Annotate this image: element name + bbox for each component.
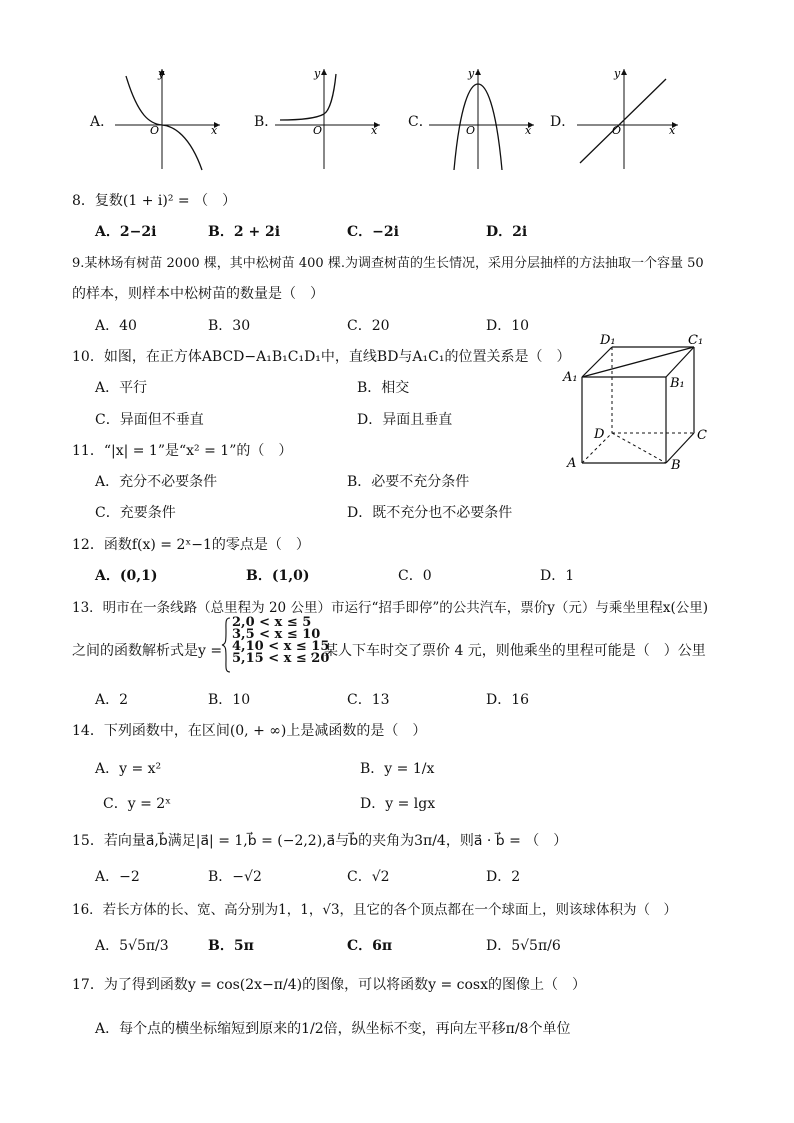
cube-label-b1: B₁ [670,376,685,391]
q15-option-d: D．2 [486,869,521,885]
q10-option-a: A．平行 [95,380,148,396]
q13-option-a: A．2 [95,692,129,708]
q13-case-3: 4,10 < x ≤ 15 [232,639,330,654]
q13-brace [221,617,231,673]
cube-label-a: A [567,456,577,471]
q15-option-b: B．−√2 [208,869,262,885]
graph-a-y: y [158,67,165,80]
graph-c-origin: O [466,124,476,137]
q13-option-d: D．16 [486,692,530,708]
q17-stem: 17．为了得到函数y = cos(2x−π/4)的图像，可以将函数y = cosx的图像上（ ） [72,977,586,993]
q9-stem-line2: 的样本，则样本中松树苗的数量是（ ） [72,286,324,302]
q15-option-a: A．−2 [95,869,140,885]
graph-b-y: y [314,67,321,80]
q12-option-c: C．0 [398,568,432,584]
graph-b-label: B． [254,114,279,130]
q10-stem: 10．如图，在正方体ABCD−A₁B₁C₁D₁中，直线BD与A₁C₁的位置关系是（ ） [72,349,571,365]
q9-option-c: C．20 [347,318,390,334]
q8-option-d: D．2i [486,224,528,240]
q14-option-a: A．y = x² [95,761,162,777]
q15-stem: 15．若向量a⃗,b⃗满足|a⃗| = 1,b⃗ = (−2,2),a⃗与b⃗的夹角为3π/4，则a⃗ · b⃗ = （ ） [72,833,568,849]
q13-option-c: C．13 [347,692,390,708]
q13-option-b: B．10 [208,692,251,708]
graph-a-origin: O [150,124,160,137]
q9-stem-line1: 9.某林场有树苗 2000 棵，其中松树苗 400 棵.为调查树苗的生长情况，采用分层抽样的方法抽取一个容量 50 [72,256,704,271]
q11-option-a: A．充分不必要条件 [95,474,218,490]
q14-option-d: D．y = lgx [360,796,436,812]
q10-option-c: C．异面但不垂直 [95,412,204,428]
q8-stem: 8．复数(1 + i)² = （ ） [72,193,237,209]
q9-option-a: A．40 [95,318,137,334]
graph-c-y: y [468,67,475,80]
q13-stem-prefix: 之间的函数解析式是y = [72,643,223,659]
cube-label-c: C [697,428,707,443]
q8-option-b: B．2 + 2i [208,224,281,240]
q8-option-a: A．2−2i [95,224,157,240]
cube-label-a1: A₁ [563,370,578,385]
graph-c [426,64,546,174]
graph-c-label: C． [408,114,433,130]
q12-option-a: A．(0,1) [95,568,158,584]
graph-b [272,64,392,174]
q14-option-b: B．y = 1/x [360,761,435,777]
q10-option-d: D．异面且垂直 [357,412,453,428]
graph-d-x: x [669,124,676,137]
graph-d-label: D． [550,114,576,130]
graph-d-y: y [614,67,621,80]
q14-stem: 14．下列函数中，在区间(0, + ∞)上是减函数的是（ ） [72,723,427,739]
q13-case-2: 3,5 < x ≤ 10 [232,627,321,642]
q15-option-c: C．√2 [347,869,390,885]
q13-case-4: 5,15 < x ≤ 20 [232,651,330,666]
graph-d-origin: O [612,124,622,137]
cube-figure [560,330,720,475]
cube-label-d1: D₁ [600,333,616,348]
q12-option-d: D．1 [540,568,575,584]
q14-option-c: C．y = 2ˣ [103,796,172,812]
graph-d [574,64,684,174]
q9-option-d: D．10 [486,318,530,334]
q11-option-b: B．必要不充分条件 [347,474,470,490]
q16-option-a: A．5√5π/3 [95,938,169,954]
graph-b-origin: O [313,124,323,137]
q12-stem: 12．函数f(x) = 2ˣ−1的零点是（ ） [72,537,310,553]
cube-label-b: B [671,458,681,473]
q11-stem: 11．“|x| = 1”是“x² = 1”的（ ） [72,443,293,459]
cube-label-c1: C₁ [688,333,704,348]
q8-option-c: C．−2i [347,224,399,240]
q13-case-1: 2,0 < x ≤ 5 [232,615,312,630]
q9-option-b: B．30 [208,318,251,334]
q16-option-c: C．6π [347,938,393,954]
graph-b-x: x [371,124,378,137]
graph-a [110,64,230,174]
q11-option-d: D．既不充分也不必要条件 [347,505,513,521]
q11-option-c: C．充要条件 [95,505,176,521]
q17-option-a: A．每个点的横坐标缩短到原来的1/2倍，纵坐标不变，再向左平移π/8个单位 [95,1021,571,1037]
q16-stem: 16．若长方体的长、宽、高分别为1，1，√3，且它的各个顶点都在一个球面上，则该球体积为（ ） [72,902,678,918]
q12-option-b: B．(1,0) [246,568,310,584]
q16-option-b: B．5π [208,938,254,954]
q13-stem-line1: 13．明市在一条线路（总里程为 20 公里）市运行“招手即停”的公共汽车，票价y（元）与乘坐里程x(公里) [72,600,709,616]
graph-a-x: x [211,124,218,137]
q10-option-b: B．相交 [357,380,410,396]
graph-c-x: x [525,124,532,137]
q13-stem-suffix: ，某人下车时交了票价 4 元，则他乘坐的里程可能是（ ）公里 [310,643,706,659]
q16-option-d: D．5√5π/6 [486,938,561,954]
cube-label-d: D [594,427,605,442]
graph-a-label: A． [90,114,115,130]
